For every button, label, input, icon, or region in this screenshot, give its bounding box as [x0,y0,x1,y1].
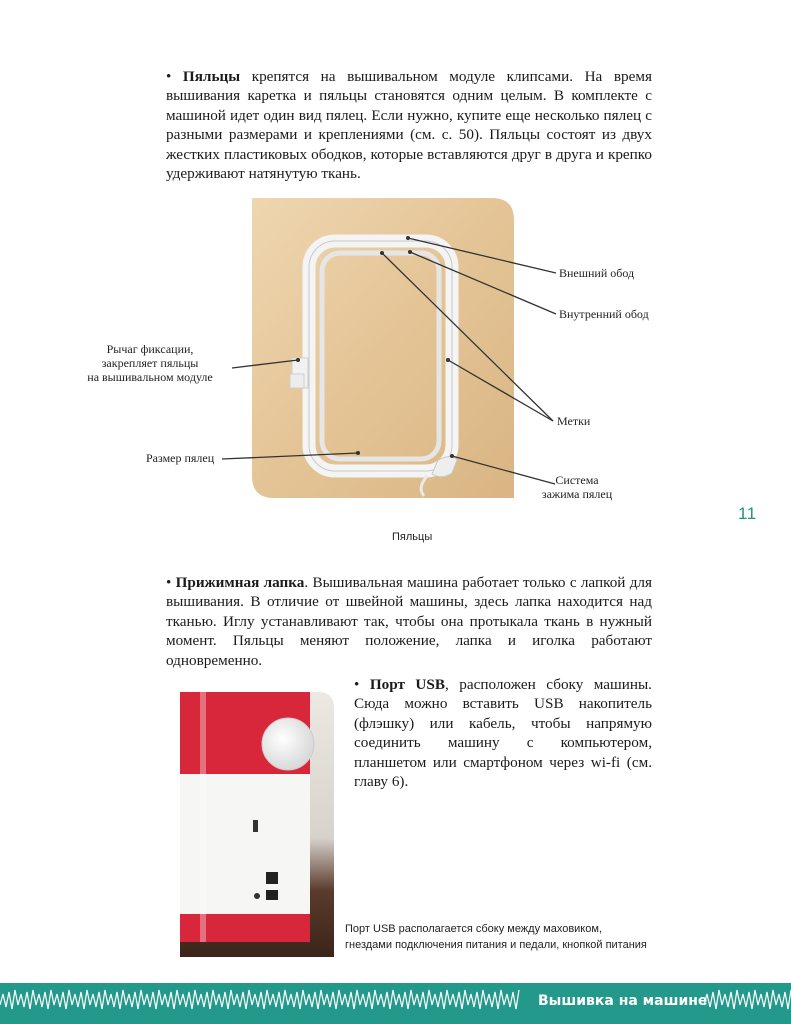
callout-clamp-line1: Система [555,473,599,487]
callout-hoop-size: Размер пялец [146,451,215,465]
figure-caption-usb [345,921,647,953]
page-number: 11 [738,504,757,523]
figure-caption-usb-line1: Порт USB располагается сбоку между маховиком, [345,923,602,935]
callout-marks: Метки [557,414,591,428]
term-presser-foot: Прижимная лапка [175,574,305,591]
paragraph-usb-port-text: , расположен сбоку машины. Сюда можно вставить USB накопитель (флэшку) или кабель, чтобы напрямую соединить машину с компьютером, планшетом или смартфоном через wi-fi (см. главу 6). [354,676,652,791]
callout-inner-ring: Внутренний обод [559,307,649,321]
footer-zigzag-right [704,986,791,1014]
paragraph-hoops: • Пяльцы крепятся на вышивальном модуле клипсами. На время вышивания каретка и пяльцы становятся одним целым. В комплекте с машиной идет один вид пялец. Если нужно, купите еще несколько пялец с разными размерами и креплениями (см. с. 50). Пяльцы состоят из двух жестких пластиковых ободков, которые вставляются друг в друга и крепко удерживают натянутую ткань. [166,68,652,183]
callout-outer-ring: Внешний обод [559,266,635,280]
term-hoops: Пяльцы [182,68,241,85]
figure-caption-usb-line2: гнездами подключения питания и педали, кнопкой питания [345,939,647,951]
paragraph-usb-port: • Порт USB, расположен сбоку машины. Сюда можно вставить USB накопитель (флэшку) или кабель, чтобы напрямую соединить машину с компьютером, планшетом или смартфоном через wi-fi (см. главу 6). [354,676,652,791]
figure-caption-hoops: Пяльцы [392,531,433,543]
footer-zigzag-left [0,986,520,1014]
paragraph-presser-foot-text: . Вышивальная машина работает только с лапкой для вышивания. В отличие от швейной машины, здесь лапка находится над тканью. Иглу устанавливают так, чтобы она протыкала ткань в нужный момент. Пяльцы меняют положение, лапка и иголка работают одновременно. [166,574,652,669]
term-usb-port: Порт USB [369,676,445,693]
paragraph-presser-foot: • Прижимная лапка. Вышивальная машина работает только с лапкой для вышивания. В отличие от швейной машины, здесь лапка находится над тканью. Иглу устанавливают так, чтобы она протыкала ткань в нужный момент. Пяльцы меняют положение, лапка и иголка работают одновременно. [166,574,652,669]
callout-lever-line2: закрепляет пяльцы [101,356,199,370]
footer-title: Вышивка на машине [538,993,708,1009]
callout-clamp-line2: зажима пялец [541,487,613,501]
callout-lever-line1: Рычаг фиксации, [106,342,194,356]
paragraph-hoops-text: крепятся на вышивальном модуле клипсами. На время вышивания каретка и пяльцы становятся одним целым. В комплекте с машиной идет один вид пялец. Если нужно, купите еще несколько пялец с разными размерами и креплениями (см. с. 50). Пяльцы состоят из двух жестких пластиковых ободков, которые вставляются друг в друга и крепко удерживают натянутую ткань. [166,68,652,183]
callout-lever-line3: на вышивальном модуле [87,370,213,384]
usb-port-photo [180,692,334,957]
callout-lever [74,342,226,384]
callout-clamp-system [532,473,622,501]
